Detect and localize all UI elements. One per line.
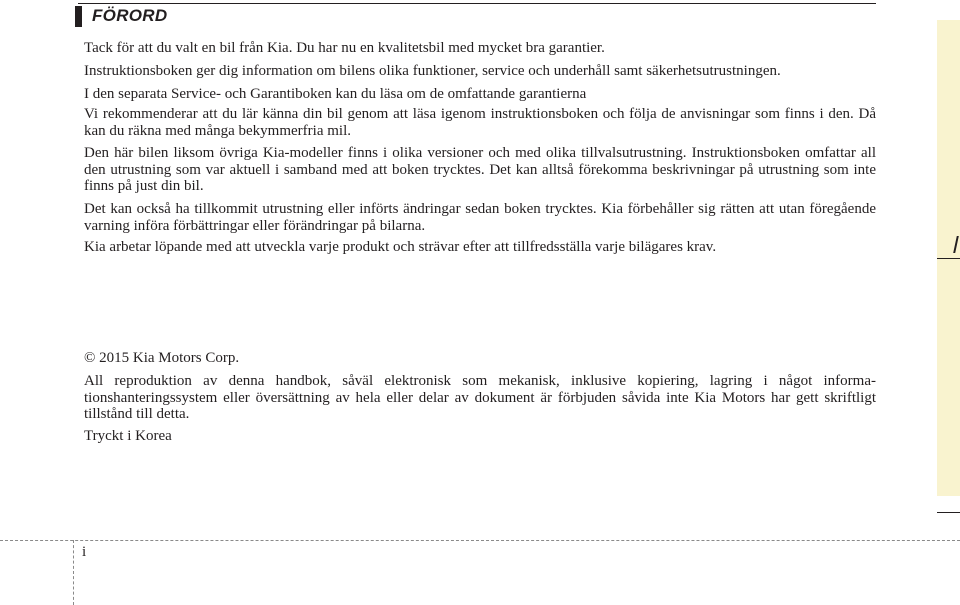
printed-in: Tryckt i Korea	[84, 428, 172, 444]
heading-marker-bar	[75, 6, 82, 27]
page-number: i	[82, 544, 87, 560]
intro-paragraph-5: Den här bilen liksom övriga Kia-modeller finns i olika versioner och med olika tillvalsutrustning. Instruktionsboken omfattar all den utrustning som var aktuell i samband med att boken trycktes. Det kan alltså förekomma beskrivningar på utrustning som inte finns på just din bil.	[84, 145, 876, 194]
copyright-line: © 2015 Kia Motors Corp.	[84, 350, 240, 366]
intro-paragraph-6: Det kan också ha tillkommit utrustning eller införts ändringar sedan boken trycktes. Kia förbehåller sig rätten att utan föregående varning införa förbättringar eller förändringar på bilarna.	[84, 201, 876, 234]
intro-paragraph-2: Instruktionsboken ger dig information om bilens olika funktioner, service och underhåll samt säkerhetsutrustningen.	[84, 63, 781, 79]
copyright-notice: All reproduktion av denna handbok, såväl elektronisk som mekanisk, inklusive kopiering, lagring i något informa-tionshanteringssystem eller översättning av hela eller delar av dokument är förbjuden såvida inte Kia Motors har gett skriftligt tillstånd till detta.	[84, 373, 876, 422]
intro-paragraph-3: I den separata Service- och Garantiboken kan du läsa om de omfattande garantierna	[84, 86, 587, 102]
side-tab-rule-lower	[937, 512, 960, 513]
footer-dashed-rule	[0, 540, 960, 541]
side-tab-rule-upper	[937, 258, 960, 259]
intro-paragraph-4: Vi rekommenderar att du lär känna din bil genom att läsa igenom instruktionsboken och följa de anvisningar som finns i den. Då kan du räkna med många bekymmerfria mil.	[84, 106, 876, 139]
top-rule	[78, 3, 876, 4]
intro-paragraph-1: Tack för att du valt en bil från Kia. Du har nu en kvalitetsbil med mycket bra garantier.	[84, 40, 605, 56]
footer-dashed-divider	[73, 540, 74, 605]
section-heading: FÖRORD	[92, 6, 168, 25]
intro-paragraph-7: Kia arbetar löpande med att utveckla varje produkt och strävar efter att tillfredsställa varje bilägares krav.	[84, 239, 717, 255]
